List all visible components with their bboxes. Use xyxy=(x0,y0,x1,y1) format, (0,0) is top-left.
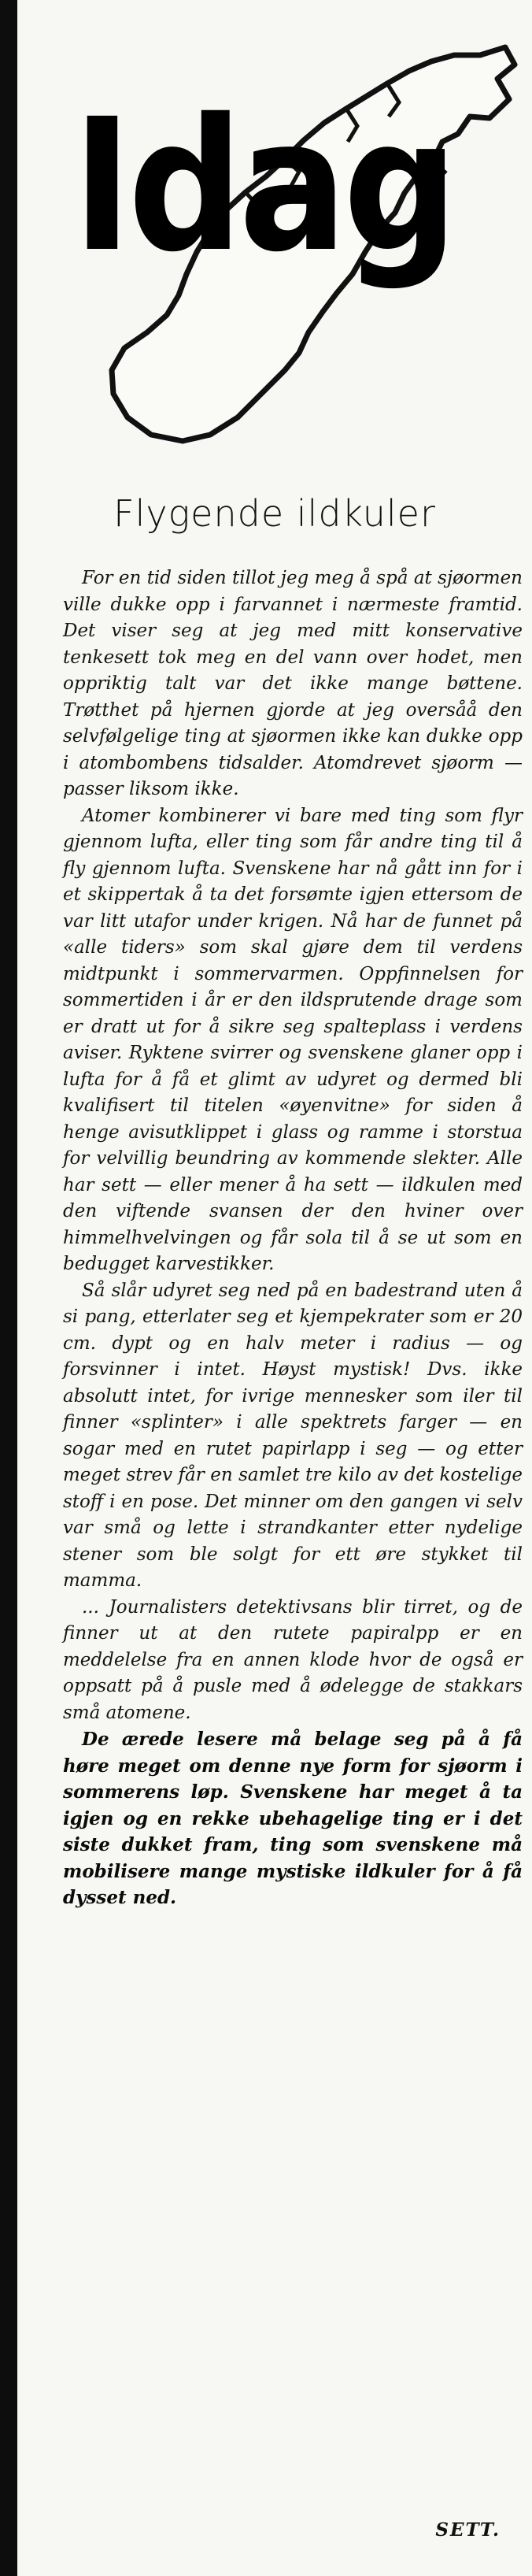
paragraph: ... Journalisters detektivsans blir tirret, og de finner ut at den rutete papiralpp er en meddelelse fra en annen klode hvor de også er oppsatt på å pusle med å ødelegge de stakkars små atomene. xyxy=(63,1596,523,1723)
section-title: Idag xyxy=(72,80,454,292)
article-headline: Flygende ildkuler xyxy=(113,492,436,535)
paragraph: Atomer kombinerer vi bare med ting som flyr gjennom lufta, eller ting som får andre ting til å fly gjennom lufta. Svenskene har nå gått inn for i et skippertak å ta det forsømte igjen ettersom de var litt utafor under krigen. Nå har de funnet på «alle tiders» som skal gjøre dem til verdens midtpunkt i sommervarmen. Oppfinnelsen for sommertiden i år er den ildsprutende drage som er dratt ut for å sikre seg spalteplass i verdens aviser. Ryktene svirrer og svenskene glaner opp i lufta for å få et glimt av udyret og dermed bli kvalifisert til titelen «øyenvitne» for siden å henge avisutklippet i glass og ramme i storstua for velvillig beundring av kommende slekter. Alle har sett — eller mener å ha sett — ildkulen med den viftende svansen der den hviner over himmelhvelvingen og får sola til å se ut som en bedugget karvestikker. xyxy=(63,805,523,1274)
newspaper-clipping xyxy=(17,0,532,2576)
article-body xyxy=(63,565,523,1911)
masthead xyxy=(17,0,532,465)
paragraph: Så slår udyret seg ned på en badestrand uten å si pang, etterlater seg et kjempekrater som er 20 cm. dypt og en halv meter i radius — og forsvinner i intet. Høyst mystisk! Dvs. ikke absolutt intet, for ivrige mennesker som iler til finner «splinter» i alle spektrets farger — en sogar med en rutet papirlapp i seg — og etter meget strev får en samlet tre kilo av det kostelige stoff i en pose. Det minner om den gangen vi selv var små og lette i strandkanter etter nydelige stener som ble solgt for ett øre stykket til mamma. xyxy=(63,1280,523,1591)
paragraph: For en tid siden tillot jeg meg å spå at sjøormen ville dukke opp i farvannet i nærmeste framtid. Det viser seg at jeg med mitt konservative tenkesett tok meg en del vann over hodet, men oppriktig talt var det ikke mange bøttene. Trøtthet på hjernen gjorde at jeg oversåå den selvfølgelige ting at sjøormen ikke kan dukke opp i atombombens tidsalder. Atomdrevet sjøorm — passer liksom ikke. xyxy=(63,568,523,799)
left-column-rule xyxy=(0,0,17,2576)
paragraph: De ærede lesere må belage seg på å få høre meget om denne nye form for sjøorm i sommerens løp. Svenskene har meget å ta igjen og en rekke ubehagelige ting er i det siste dukket fram, ting som svenskene må mobilisere mange mystiske ildkuler for å få dysset ned. xyxy=(63,1729,523,1908)
author-signature: SETT. xyxy=(435,2519,501,2541)
